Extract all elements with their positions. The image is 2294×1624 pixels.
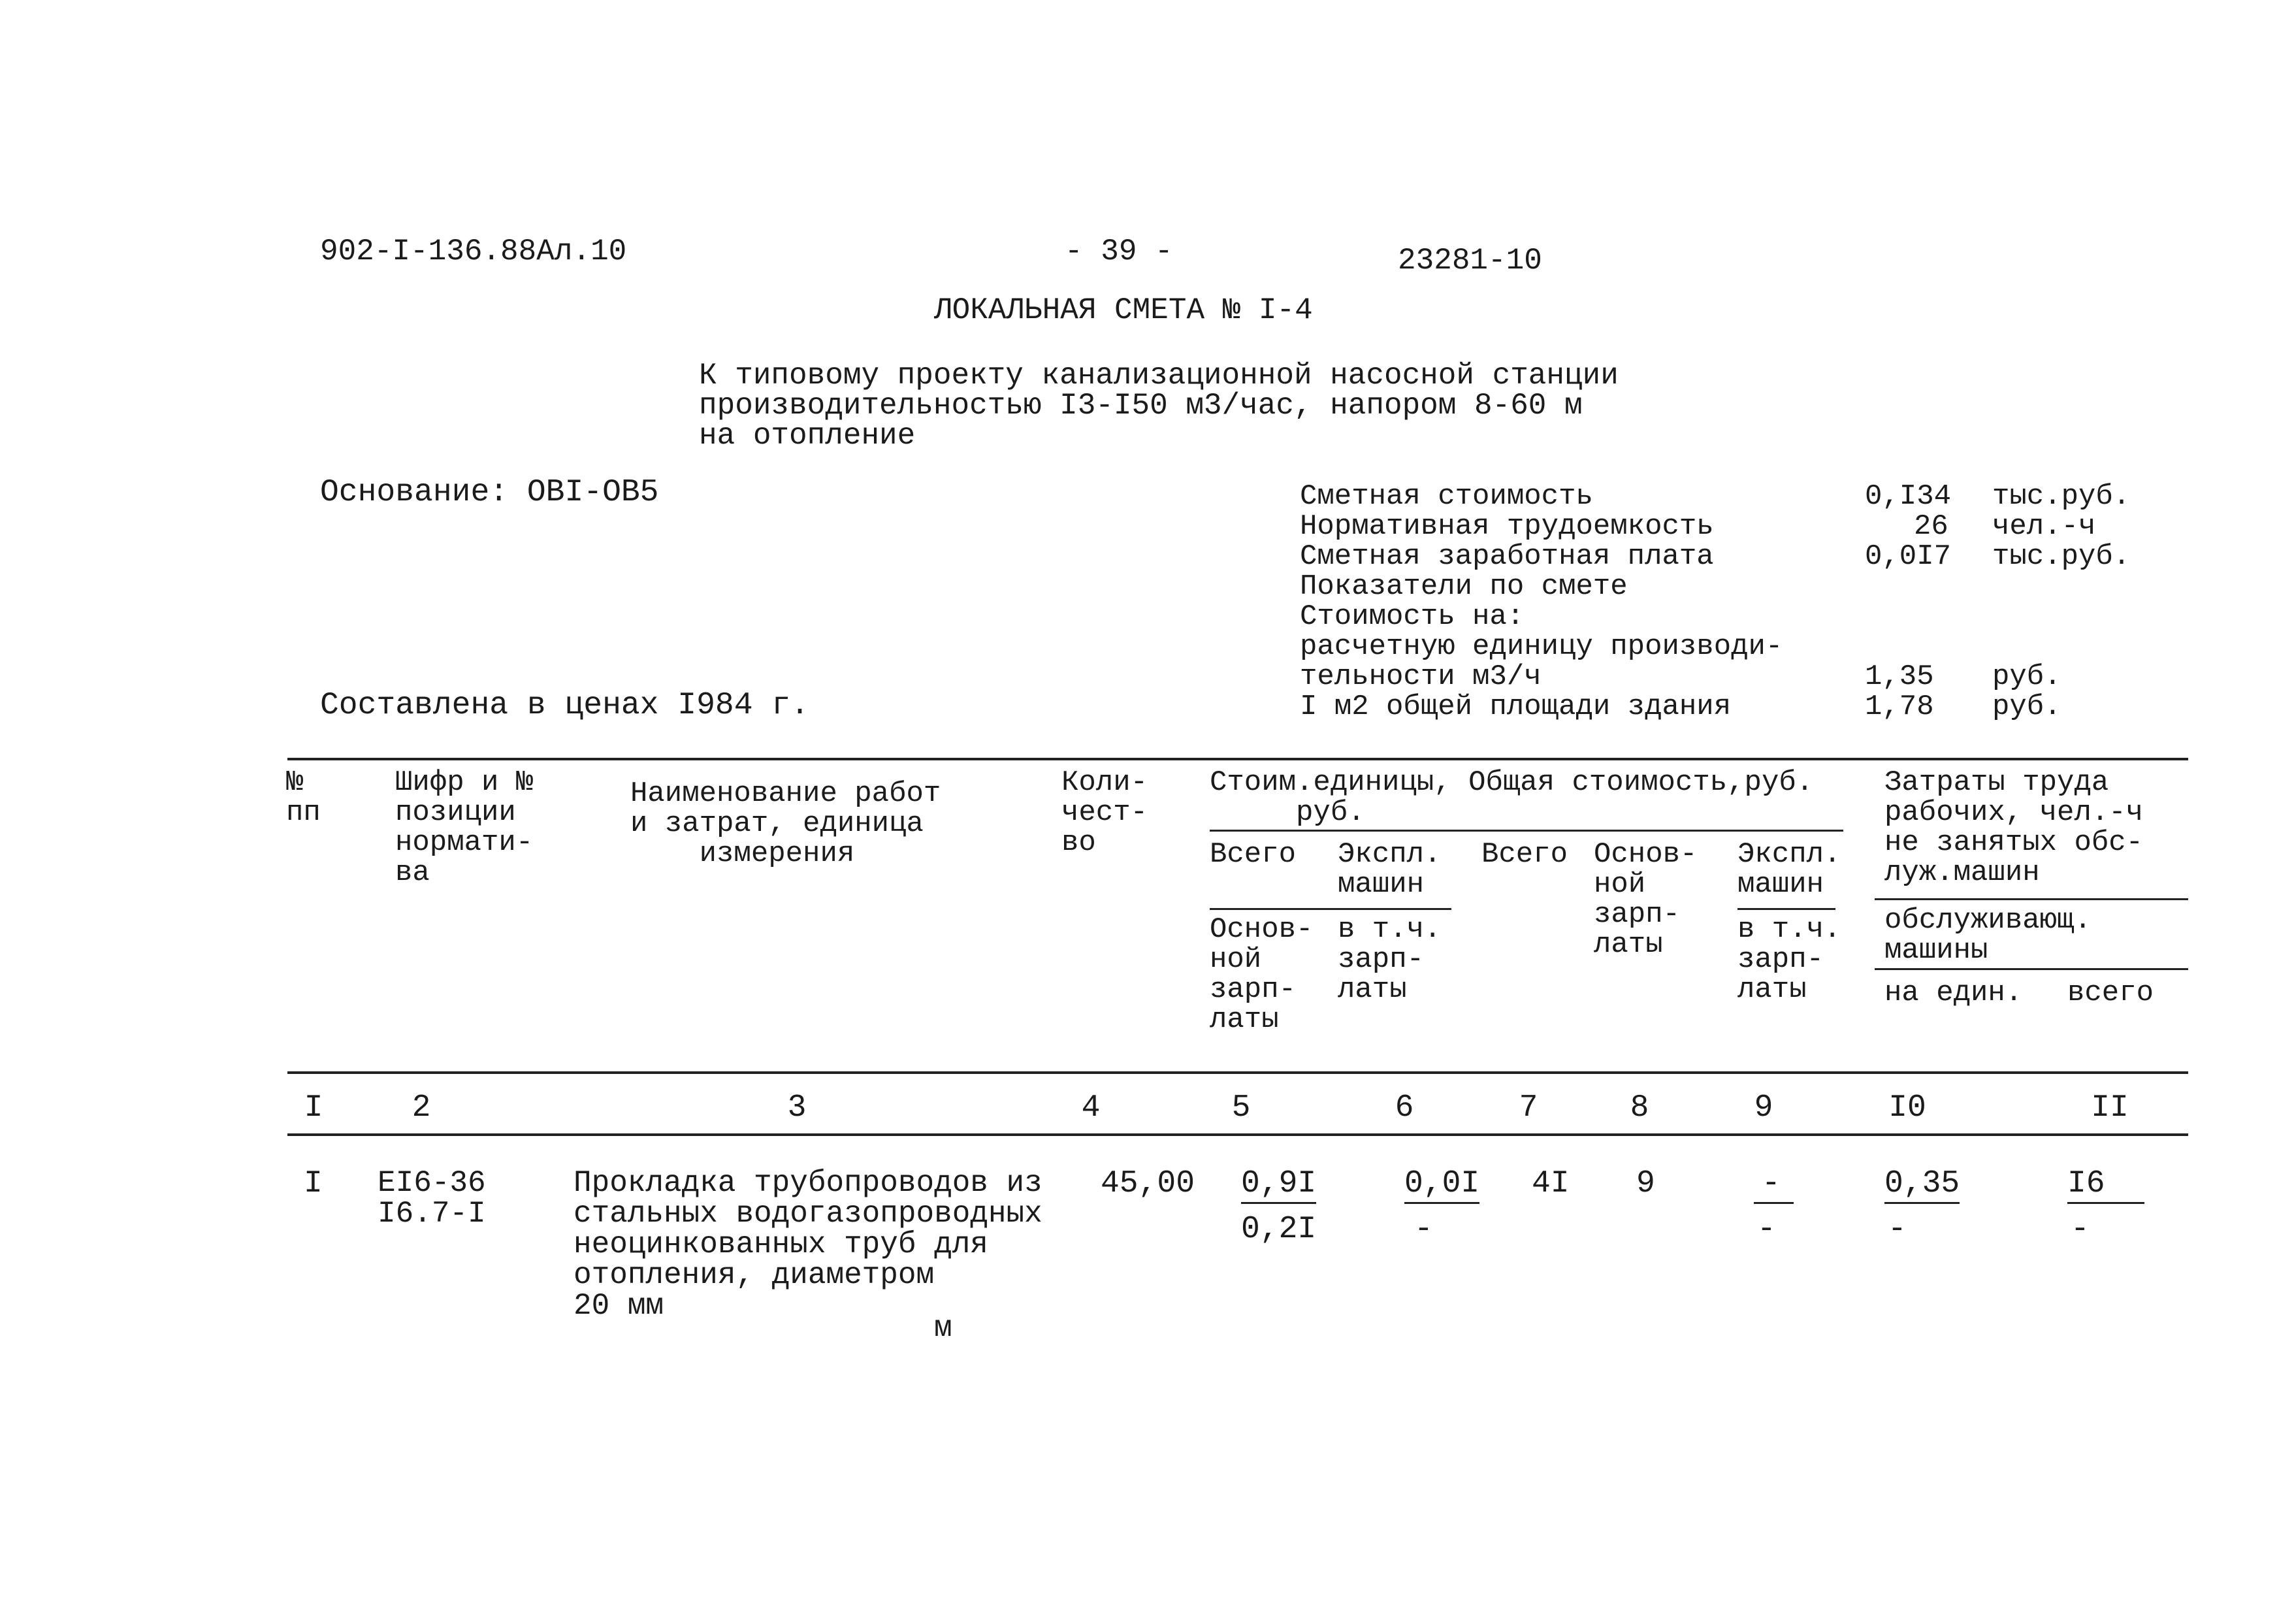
- summary-value-cost: 0,I34: [1865, 480, 1952, 513]
- header-unit-total: Всего: [1210, 838, 1297, 871]
- labor-subrule-2: [1875, 968, 2188, 970]
- column-number: 7: [1519, 1090, 1538, 1126]
- summary-unit-wage: тыс.руб.: [1992, 540, 2131, 573]
- header-labor-per-unit: на един.: [1884, 977, 2023, 1009]
- indicators-area-unit: руб.: [1992, 690, 2061, 723]
- header-total-machine-wages: в т.ч. зарп- латы: [1737, 913, 1841, 1006]
- row-labor-per-unit-machines: -: [1888, 1212, 1907, 1247]
- document-code: 902-I-136.88Ал.10: [320, 235, 627, 268]
- header-labor-total: всего: [2067, 977, 2154, 1009]
- column-number: 8: [1630, 1090, 1649, 1126]
- row-unit-cost-machines: 0,0I: [1404, 1168, 1479, 1204]
- row-total-machine-wages: -: [1757, 1212, 1776, 1247]
- subtitle-line-2: производительностью I3-I50 м3/час, напором 8-60 м: [699, 389, 1583, 423]
- indicators-cost-per: Стоимость на:: [1300, 600, 1525, 633]
- indicators-area-label: I м2 общей площади здания: [1300, 690, 1732, 723]
- summary-label-labor: Нормативная трудоемкость: [1300, 510, 1714, 543]
- header-code: Шифр и № позиции нормати- ва: [395, 766, 534, 889]
- indicators-capacity-label-2: тельности м3/ч: [1300, 660, 1542, 693]
- row-labor-total-machines: -: [2071, 1212, 2090, 1247]
- header-labor: Затраты труда рабочих, чел.-ч не занятых обс- луж.машин: [1884, 766, 2144, 889]
- row-labor-per-unit: 0,35: [1884, 1168, 1960, 1204]
- row-number: I: [304, 1166, 323, 1201]
- header-labor-machines: обслуживающ. машины: [1884, 904, 2092, 967]
- header-quantity: Коли- чест- во: [1061, 766, 1148, 859]
- row-labor-total: I6: [2067, 1168, 2144, 1204]
- header-unit-wages: Основ- ной зарп- латы: [1210, 913, 1314, 1036]
- labor-subrule-1: [1875, 898, 2188, 900]
- document-title: ЛОКАЛЬНАЯ СМЕТА № I-4: [934, 293, 1313, 327]
- row-name: Прокладка трубопроводов из стальных водогазопроводных неоцинкованных труб для отопления, диаметром 20 мм: [574, 1166, 1042, 1323]
- table-top-rule: [287, 758, 2188, 760]
- basis: Основание: OBI-OB5: [320, 475, 659, 510]
- summary-unit-cost: тыс.руб.: [1992, 480, 2131, 513]
- summary-value-wage: 0,0I7: [1865, 540, 1952, 573]
- summary-value-labor: 26: [1914, 510, 1948, 543]
- header-unit-machines: Экспл. машин: [1338, 838, 1442, 901]
- column-number: 6: [1395, 1090, 1414, 1126]
- column-numbers-rule: [287, 1133, 2188, 1136]
- column-number: 5: [1231, 1090, 1251, 1126]
- row-total-cost: 4I: [1532, 1166, 1570, 1201]
- column-number: I: [304, 1090, 323, 1126]
- indicators-heading: Показатели по смете: [1300, 570, 1628, 603]
- row-unit-cost-total: 0,9I: [1241, 1168, 1316, 1204]
- indicators-capacity-unit: руб.: [1992, 660, 2061, 693]
- document-number: 23281-10: [1398, 244, 1542, 278]
- header-total-wages: Основ- ной зарп- латы: [1594, 838, 1698, 961]
- header-row-number: № пп: [286, 766, 321, 829]
- column-number: 4: [1081, 1090, 1101, 1126]
- indicators-area-value: 1,78: [1865, 690, 1934, 723]
- row-unit-cost-wages: 0,2I: [1241, 1212, 1317, 1247]
- column-number: 2: [412, 1090, 431, 1126]
- indicators-capacity-value: 1,35: [1865, 660, 1934, 693]
- subtitle-line-1: К типовому проекту канализационной насосной станции: [699, 359, 1619, 393]
- summary-label-wage: Сметная заработная плата: [1300, 540, 1714, 573]
- page-number: - 39 -: [1065, 235, 1173, 268]
- indicators-capacity-label: расчетную единицу производи-: [1300, 630, 1783, 663]
- row-unit: м: [934, 1311, 952, 1345]
- cost-group-rule: [1210, 830, 1843, 832]
- machine-cost-subrule: [1737, 908, 1835, 910]
- row-quantity: 45,00: [1101, 1166, 1195, 1201]
- header-unit-machine-wages: в т.ч. зарп- латы: [1338, 913, 1442, 1006]
- column-number: II: [2091, 1090, 2129, 1126]
- column-number: I0: [1888, 1090, 1926, 1126]
- header-total-machines: Экспл. машин: [1737, 838, 1841, 901]
- summary-label-cost: Сметная стоимость: [1300, 480, 1593, 513]
- header-total: Всего: [1481, 838, 1568, 871]
- header-bottom-rule: [287, 1071, 2188, 1074]
- summary-unit-labor: чел.-ч: [1992, 510, 2096, 543]
- column-number: 9: [1754, 1090, 1773, 1126]
- header-name: Наименование работ и затрат, единица измерения: [630, 777, 941, 870]
- subtitle-line-3: на отопление: [699, 419, 916, 453]
- row-code: EI6-36 I6.7-I: [378, 1166, 486, 1231]
- column-number: 3: [787, 1090, 807, 1126]
- unit-cost-subrule: [1210, 908, 1451, 910]
- header-cost-group: Стоим.единицы, Общая стоимость,руб. руб.: [1210, 766, 1814, 829]
- row-total-machines: -: [1754, 1168, 1794, 1204]
- row-total-wages: 9: [1636, 1166, 1655, 1201]
- prices-year: Составлена в ценах I984 г.: [320, 688, 809, 723]
- row-unit-cost-machine-wages: -: [1414, 1212, 1433, 1247]
